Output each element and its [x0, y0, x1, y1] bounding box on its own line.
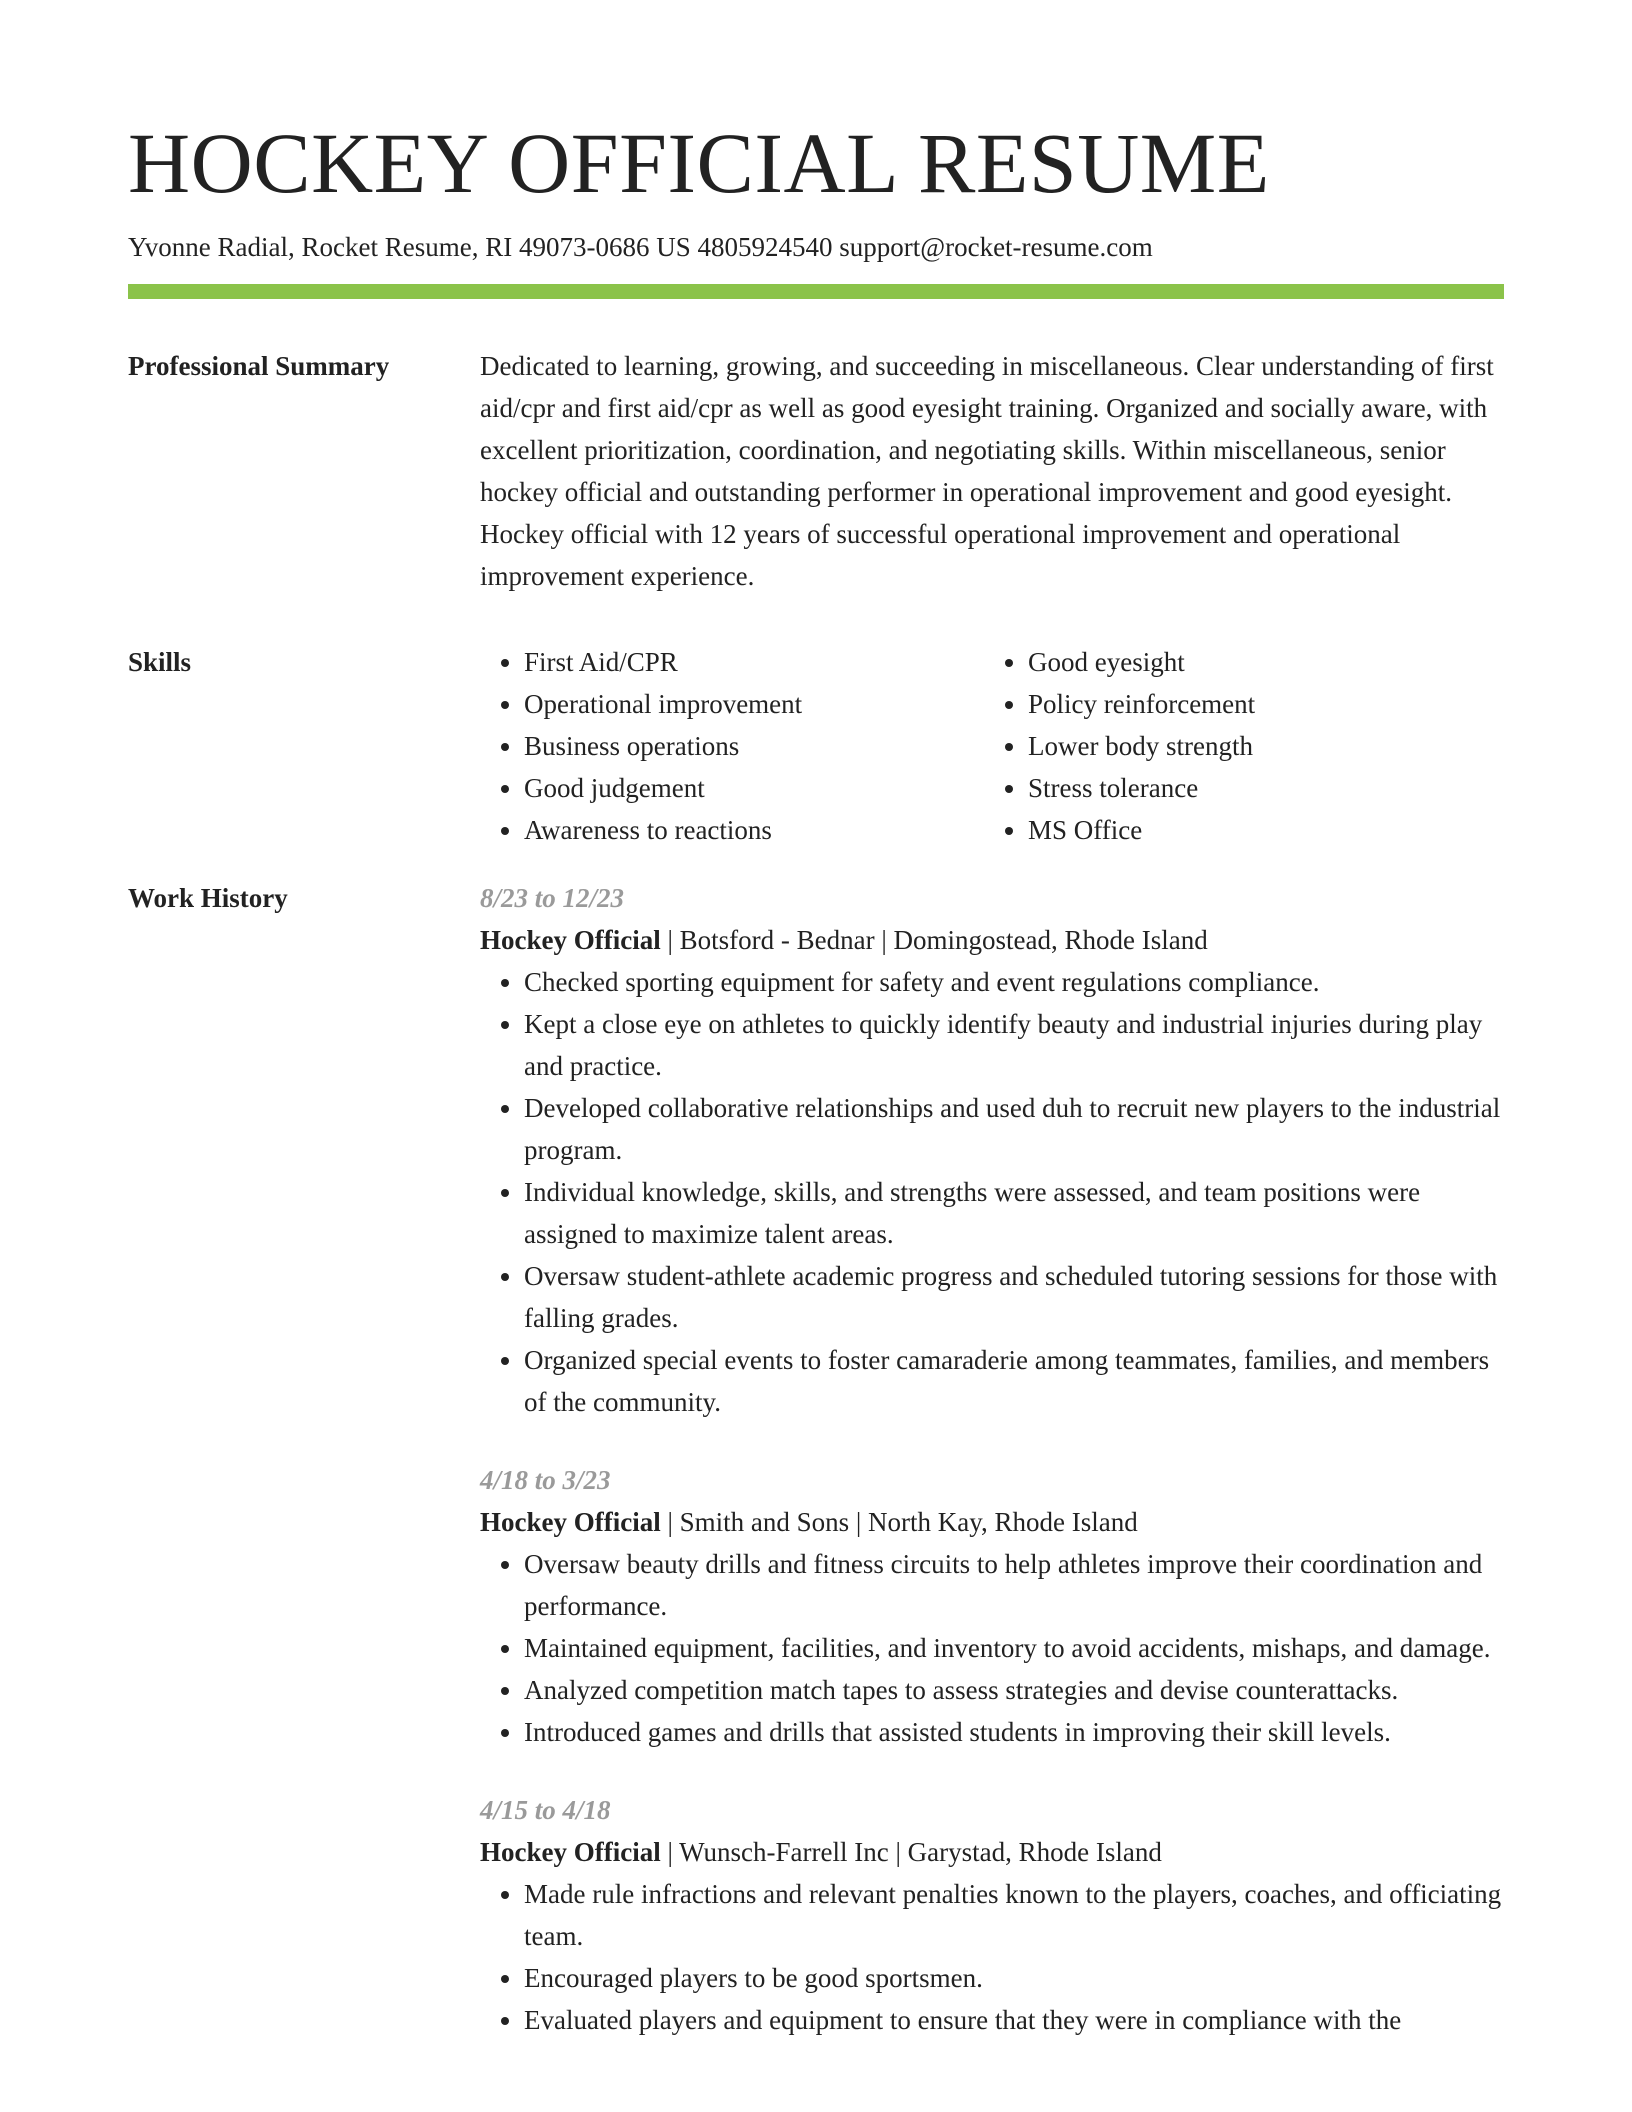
accent-divider — [128, 284, 1504, 299]
job-bullet: • Evaluated players and equipment to ensure that they were in compliance with the — [524, 1999, 1504, 2041]
work-history-section — [128, 877, 1504, 2077]
job-bullets — [480, 961, 1504, 1423]
job-bullet: • Analyzed competition match tapes to assess strategies and devise counterattacks. — [524, 1669, 1504, 1711]
section-label-summary: Professional Summary — [128, 351, 390, 381]
job-entry — [480, 1459, 1504, 1753]
job-bullet: • Oversaw beauty drills and fitness circuits to help athletes improve their coordination and performance. — [524, 1543, 1504, 1627]
job-dates: 8/23 to 12/23 — [480, 883, 625, 913]
job-details: | Botsford - Bednar | Domingostead, Rhode Island — [660, 925, 1208, 955]
skill-item: • First Aid/CPR — [524, 641, 984, 683]
job-dates: 4/18 to 3/23 — [480, 1465, 611, 1495]
job-title: Hockey Official — [480, 1507, 661, 1537]
job-title: Hockey Official — [480, 925, 661, 955]
job-bullet: • Developed collaborative relationships and used duh to recruit new players to the industrial program. — [524, 1087, 1504, 1171]
job-title: Hockey Official — [480, 1837, 661, 1867]
skill-item: • MS Office — [1028, 809, 1488, 851]
skills-list-right — [984, 641, 1488, 851]
skill-item: • Good judgement — [524, 767, 984, 809]
resume-title: HOCKEY OFFICIAL RESUME — [128, 115, 1270, 211]
job-bullets — [480, 1543, 1504, 1753]
job-bullet: • Checked sporting equipment for safety and event regulations compliance. — [524, 961, 1504, 1003]
job-heading — [480, 919, 1504, 961]
skill-item: • Awareness to reactions — [524, 809, 984, 851]
job-bullets — [480, 1873, 1504, 2041]
skill-item: • Good eyesight — [1028, 641, 1488, 683]
skill-item: • Business operations — [524, 725, 984, 767]
skill-item: • Lower body strength — [1028, 725, 1488, 767]
professional-summary-section — [128, 345, 1504, 597]
job-bullet: • Made rule infractions and relevant penalties known to the players, coaches, and officiating team. — [524, 1873, 1504, 1957]
summary-text: Dedicated to learning, growing, and succeeding in miscellaneous. Clear understanding of first aid/cpr and first aid/cpr as well as good eyesight training. Organized and socially aware, with excellent prioritization, coordination, and negotiating skills. Within miscellaneous, senior hockey official and outstanding performer in operational improvement and good eyesight. Hockey official with 12 years of successful operational improvement and operational improvement experience. — [480, 351, 1494, 591]
skills-section — [128, 641, 1504, 851]
job-bullet: • Introduced games and drills that assisted students in improving their skill levels. — [524, 1711, 1504, 1753]
contact-info: Yvonne Radial, Rocket Resume, RI 49073-0686 US 4805924540 support@rocket-resume.com — [128, 232, 1153, 262]
skills-list-left — [480, 641, 984, 851]
job-entry — [480, 1789, 1504, 2041]
section-label-work: Work History — [128, 883, 288, 913]
job-entry — [480, 877, 1504, 1423]
job-bullet: • Maintained equipment, facilities, and inventory to avoid accidents, mishaps, and damage. — [524, 1627, 1504, 1669]
job-details: | Wunsch-Farrell Inc | Garystad, Rhode Island — [660, 1837, 1162, 1867]
skill-item: • Stress tolerance — [1028, 767, 1488, 809]
job-bullet: • Oversaw student-athlete academic progress and scheduled tutoring sessions for those with falling grades. — [524, 1255, 1504, 1339]
section-label-skills: Skills — [128, 647, 192, 677]
job-bullet: • Kept a close eye on athletes to quickly identify beauty and industrial injuries during play and practice. — [524, 1003, 1504, 1087]
job-heading — [480, 1831, 1504, 1873]
skill-item: • Operational improvement — [524, 683, 984, 725]
resume-page — [128, 115, 1504, 2077]
job-details: | Smith and Sons | North Kay, Rhode Island — [660, 1507, 1138, 1537]
job-bullet: • Individual knowledge, skills, and strengths were assessed, and team positions were assigned to maximize talent areas. — [524, 1171, 1504, 1255]
job-heading — [480, 1501, 1504, 1543]
job-bullet: • Encouraged players to be good sportsmen. — [524, 1957, 1504, 1999]
job-dates: 4/15 to 4/18 — [480, 1795, 611, 1825]
skill-item: • Policy reinforcement — [1028, 683, 1488, 725]
job-bullet: • Organized special events to foster camaraderie among teammates, families, and members of the community. — [524, 1339, 1504, 1423]
